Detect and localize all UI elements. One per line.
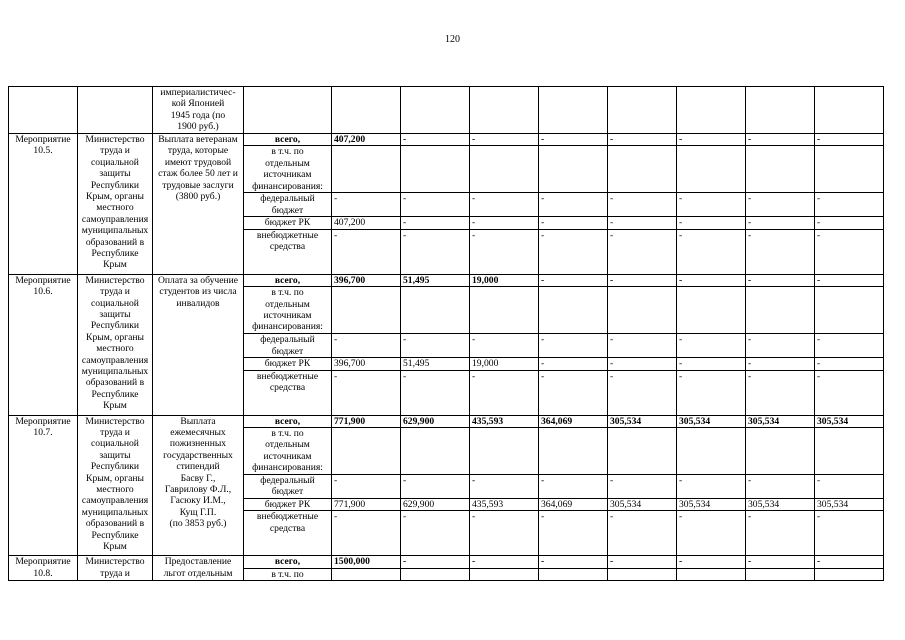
value-cell [401,87,470,134]
table-row [9,415,884,427]
value-cell: - [746,511,815,556]
value-cell [332,568,401,580]
value-cell: - [677,556,746,568]
value-cell [746,287,815,334]
value-cell: - [815,334,884,358]
value-cell [401,428,470,475]
value-cell [677,568,746,580]
value-cell: - [677,229,746,274]
value-cell: - [746,556,815,568]
value-cell: - [608,134,677,146]
source-label: федеральный бюджет [244,193,332,217]
value-cell: - [815,134,884,146]
value-cell: - [539,217,608,229]
source-label: федеральный бюджет [244,334,332,358]
value-cell: - [815,370,884,415]
value-cell: - [746,475,815,499]
value-cell: - [401,229,470,274]
value-cell [677,428,746,475]
value-cell [470,428,539,475]
value-cell [539,428,608,475]
value-cell: - [539,274,608,286]
value-cell [746,87,815,134]
value-cell [470,146,539,193]
value-cell: - [815,217,884,229]
value-cell: - [608,274,677,286]
value-cell [608,146,677,193]
value-cell: - [677,358,746,370]
value-cell: 19,000 [470,274,539,286]
value-cell [539,87,608,134]
table-row [9,274,884,286]
value-cell: - [401,334,470,358]
value-cell: - [332,475,401,499]
value-cell [608,568,677,580]
value-cell: 1500,000 [332,556,401,568]
value-cell: - [677,370,746,415]
value-cell: - [401,217,470,229]
source-label: в т.ч. по отдельным источникам финансирования: [244,146,332,193]
value-cell: - [332,229,401,274]
value-cell [746,428,815,475]
value-cell: - [608,475,677,499]
source-cell [244,87,332,134]
page-number: 120 [445,34,460,45]
value-cell [677,87,746,134]
value-cell: 407,200 [332,134,401,146]
measure-cell [9,87,78,134]
value-cell [608,87,677,134]
table-row [9,556,884,568]
value-cell: - [608,370,677,415]
value-cell [746,146,815,193]
value-cell: - [401,134,470,146]
value-cell [539,568,608,580]
value-cell: - [746,358,815,370]
value-cell: 364,069 [539,415,608,427]
value-cell: 305,534 [746,415,815,427]
value-cell [401,146,470,193]
description-cell: Предоставление льгот отдельным [153,556,244,581]
value-cell: - [815,274,884,286]
value-cell: - [608,556,677,568]
value-cell: - [401,370,470,415]
value-cell: - [815,193,884,217]
value-cell: - [470,229,539,274]
value-cell [815,146,884,193]
value-cell [746,568,815,580]
value-cell: - [401,556,470,568]
value-cell: - [401,511,470,556]
value-cell: 51,495 [401,274,470,286]
value-cell [332,428,401,475]
value-cell: - [332,334,401,358]
value-cell: - [470,334,539,358]
value-cell: 305,534 [608,415,677,427]
value-cell: - [677,217,746,229]
value-cell: - [677,511,746,556]
value-cell: - [746,334,815,358]
description-cell: Выплата ежемесячных пожизненных государственных стипендий Басву Г., Гаврилову Ф.Л., Гасюку И.М., Кущ Г.П. (по 3853 руб.) [153,415,244,556]
source-label: всего, [244,556,332,568]
value-cell: 305,534 [815,499,884,511]
source-label: федеральный бюджет [244,475,332,499]
source-label: в т.ч. по отдельным источникам финансирования: [244,287,332,334]
value-cell: - [470,217,539,229]
value-cell: 19,000 [470,358,539,370]
value-cell [815,87,884,134]
value-cell: - [470,556,539,568]
value-cell: - [677,193,746,217]
value-cell [401,568,470,580]
value-cell: - [539,511,608,556]
value-cell [677,146,746,193]
value-cell [677,287,746,334]
value-cell: 364,069 [539,499,608,511]
measure-cell: Мероприятие 10.5. [9,134,78,275]
value-cell [332,146,401,193]
value-cell: 407,200 [332,217,401,229]
source-label: внебюджетные средства [244,511,332,556]
value-cell: - [608,217,677,229]
table-row [9,134,884,146]
source-label: внебюджетные средства [244,370,332,415]
value-cell [470,87,539,134]
value-cell: - [815,511,884,556]
value-cell: - [815,475,884,499]
value-cell: - [539,556,608,568]
executor-cell: Министерство труда и социальной защиты Республики Крым, органы местного самоуправления муниципальных образований в Республике Крым [78,415,153,556]
source-label: в т.ч. по отдельным источникам финансирования: [244,428,332,475]
source-label: внебюджетные средства [244,229,332,274]
value-cell: 396,700 [332,358,401,370]
value-cell: 396,700 [332,274,401,286]
value-cell [332,287,401,334]
source-label: бюджет РК [244,499,332,511]
value-cell: - [746,193,815,217]
value-cell: - [332,193,401,217]
value-cell: - [539,229,608,274]
source-label: всего, [244,274,332,286]
value-cell: 771,900 [332,499,401,511]
value-cell: - [677,274,746,286]
value-cell: - [539,193,608,217]
value-cell: - [470,134,539,146]
value-cell: - [539,475,608,499]
value-cell: - [815,358,884,370]
value-cell: - [539,134,608,146]
value-cell: - [470,370,539,415]
executor-cell: Министерство труда и [78,556,153,581]
funding-table [8,86,884,581]
value-cell: - [608,193,677,217]
value-cell: - [608,334,677,358]
value-cell: - [332,370,401,415]
value-cell [401,287,470,334]
value-cell [539,287,608,334]
value-cell: 629,900 [401,499,470,511]
value-cell: - [746,134,815,146]
value-cell: - [401,475,470,499]
value-cell: - [539,358,608,370]
source-label: бюджет РК [244,217,332,229]
value-cell: 771,900 [332,415,401,427]
value-cell: - [470,193,539,217]
source-label: в т.ч. по [244,568,332,580]
value-cell: - [539,334,608,358]
value-cell [332,87,401,134]
description-cell: Оплата за обучение студентов из числа инвалидов [153,274,244,415]
value-cell: - [815,556,884,568]
value-cell: - [332,511,401,556]
value-cell: 305,534 [677,499,746,511]
value-cell: 305,534 [608,499,677,511]
measure-cell: Мероприятие 10.6. [9,274,78,415]
value-cell: 305,534 [815,415,884,427]
value-cell [470,287,539,334]
value-cell [470,568,539,580]
value-cell [539,146,608,193]
value-cell: 305,534 [677,415,746,427]
source-label: всего, [244,134,332,146]
value-cell: - [401,193,470,217]
value-cell: - [815,229,884,274]
value-cell: - [746,217,815,229]
value-cell: - [677,475,746,499]
value-cell: 51,495 [401,358,470,370]
value-cell: - [470,475,539,499]
value-cell: - [608,358,677,370]
value-cell: - [746,229,815,274]
value-cell: - [608,229,677,274]
value-cell [608,428,677,475]
measure-cell: Мероприятие 10.8. [9,556,78,581]
value-cell: 629,900 [401,415,470,427]
description-cell: империалистичес- кой Японией 1945 года (по 1900 руб.) [153,87,244,134]
value-cell: - [746,274,815,286]
value-cell: - [470,511,539,556]
executor-cell: Министерство труда и социальной защиты Республики Крым, органы местного самоуправления муниципальных образований в Республике Крым [78,134,153,275]
value-cell: 305,534 [746,499,815,511]
value-cell [815,428,884,475]
value-cell: - [608,511,677,556]
value-cell: - [746,370,815,415]
source-label: всего, [244,415,332,427]
value-cell: - [677,334,746,358]
executor-cell [78,87,153,134]
measure-cell: Мероприятие 10.7. [9,415,78,556]
description-cell: Выплата ветеранам труда, которые имеют трудовой стаж более 50 лет и трудовые заслуги (3800 руб.) [153,134,244,275]
value-cell [815,568,884,580]
value-cell: - [677,134,746,146]
continuation-row [9,87,884,134]
source-label: бюджет РК [244,358,332,370]
value-cell: 435,593 [470,415,539,427]
executor-cell: Министерство труда и социальной защиты Республики Крым, органы местного самоуправления муниципальных образований в Республике Крым [78,274,153,415]
value-cell: 435,593 [470,499,539,511]
value-cell [608,287,677,334]
value-cell: - [539,370,608,415]
value-cell [815,287,884,334]
